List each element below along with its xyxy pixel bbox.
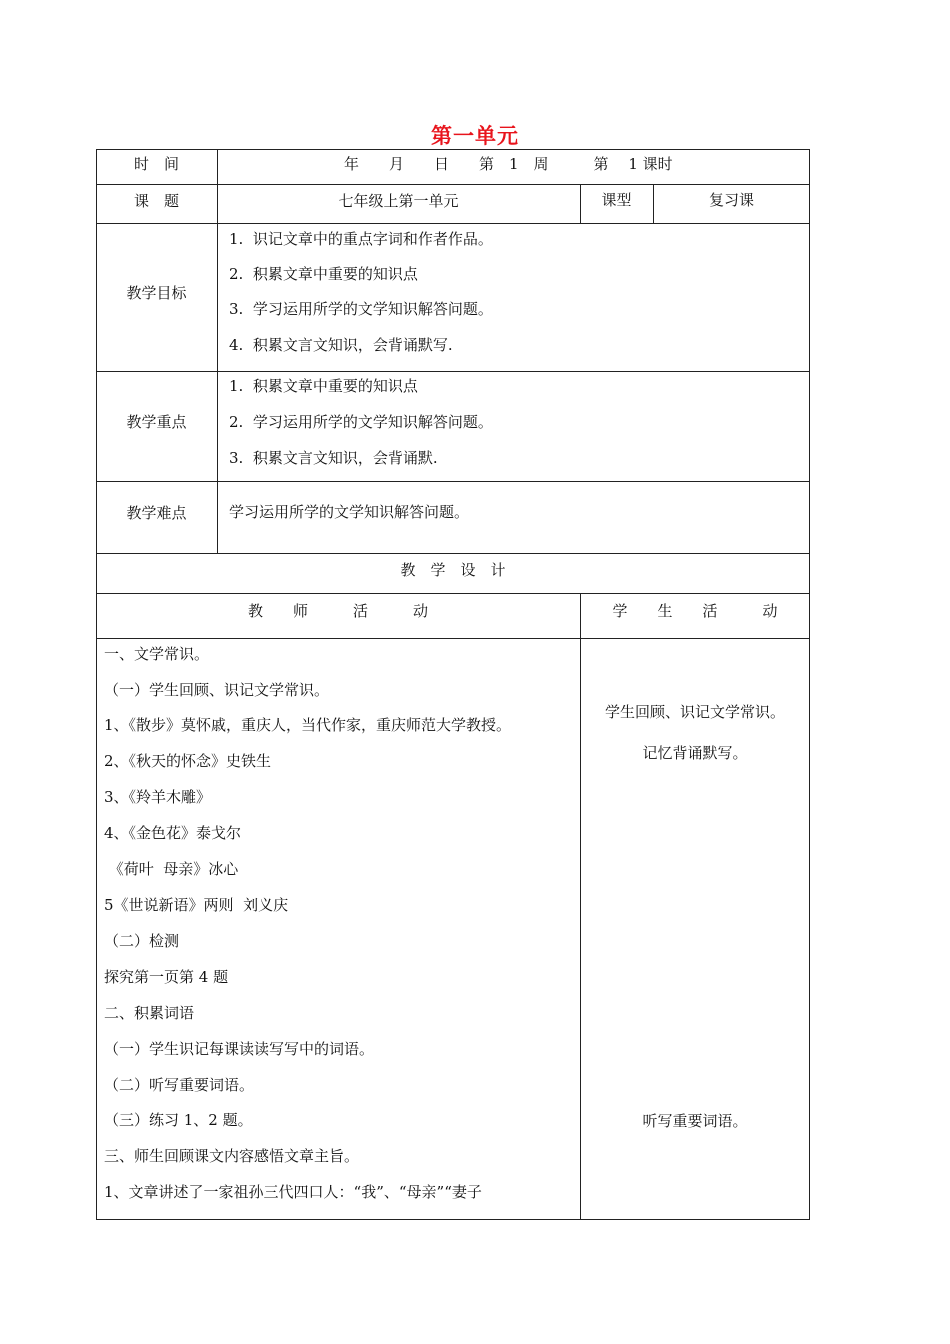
topic-value: 七年级上第一单元 (338, 192, 459, 210)
teacher-line: 三、师生回顾课文内容感悟文章主旨。 (104, 1147, 360, 1165)
type-label: 课型 (601, 191, 632, 209)
teacher-line: 4、《金色花》泰戈尔 (104, 824, 242, 842)
teacher-line: （二）听写重要词语。 (104, 1076, 255, 1094)
key-point-item: 1. 积累文章中重要的知识点 (229, 377, 418, 395)
row-divider (96, 638, 810, 639)
goal-item: 3. 学习运用所学的文学知识解答问题。 (229, 300, 493, 318)
teacher-line: （一）学生识记每课读读写写中的词语。 (104, 1040, 375, 1058)
goals-label: 教学目标 (126, 284, 187, 302)
row-divider (96, 553, 810, 554)
goal-item: 1. 识记文章中的重点字词和作者作品。 (229, 230, 493, 248)
key-point-item: 3. 积累文言文知识，会背诵默. (229, 449, 438, 467)
teacher-line: 《荷叶 母亲》冰心 (104, 860, 239, 878)
design-heading: 教 学 设 计 (400, 561, 506, 579)
teacher-line: 1、《散步》莫怀戚，重庆人，当代作家，重庆师范大学教授。 (104, 716, 512, 734)
student-activity-heading: 学 生 活 动 (612, 602, 778, 620)
page-title: 第一单元 (431, 124, 519, 148)
teacher-line: 探究第一页第 4 题 (104, 968, 229, 986)
date-line: 年 月 日 第 1 周 第 1 课时 (344, 155, 673, 173)
type-value: 复习课 (708, 191, 754, 209)
key-points-label: 教学重点 (126, 413, 187, 431)
key-point-item: 2. 学习运用所学的文学知识解答问题。 (229, 413, 493, 431)
teacher-line: （三）练习 1、2 题。 (104, 1111, 253, 1129)
difficulty-label: 教学难点 (126, 504, 187, 522)
teacher-line: 一、文学常识。 (104, 645, 210, 663)
teacher-line: （二）检测 (104, 932, 180, 950)
teacher-line: 5《世说新语》两则 刘义庆 (104, 896, 289, 914)
row-divider (96, 481, 810, 482)
student-line: 听写重要词语。 (642, 1112, 748, 1130)
row-divider (96, 223, 810, 224)
row-divider (96, 184, 810, 185)
row-divider (96, 593, 810, 594)
row-divider (96, 371, 810, 372)
goal-item: 2. 积累文章中重要的知识点 (229, 265, 418, 283)
teacher-line: 2、《秋天的怀念》史铁生 (104, 752, 272, 770)
teacher-line: （一）学生回顾、识记文学常识。 (104, 681, 330, 699)
student-line: 学生回顾、识记文学常识。 (604, 703, 785, 721)
topic-label: 课 题 (133, 192, 179, 210)
teacher-line: 二、积累词语 (104, 1004, 195, 1022)
difficulty-text: 学习运用所学的文学知识解答问题。 (229, 503, 470, 521)
teacher-line: 3、《羚羊木雕》 (104, 788, 212, 806)
student-line: 记忆背诵默写。 (642, 744, 748, 762)
time-label: 时 间 (133, 155, 179, 173)
teacher-activity-heading: 教 师 活 动 (247, 602, 428, 620)
teacher-line: 1、文章讲述了一家祖孙三代四口人：“我”、“母亲”“妻子 (104, 1183, 482, 1201)
goal-item: 4. 积累文言文知识，会背诵默写. (229, 336, 453, 354)
